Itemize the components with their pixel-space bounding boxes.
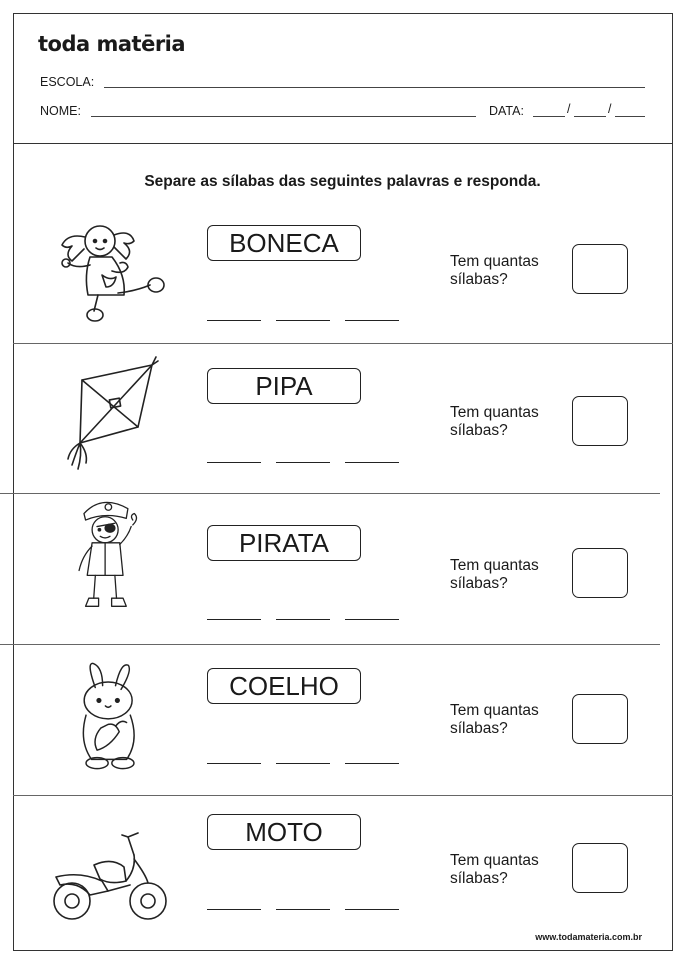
syllable-blank[interactable] bbox=[276, 763, 330, 764]
question-line-2: sílabas? bbox=[450, 422, 508, 439]
question-line-2: sílabas? bbox=[450, 575, 508, 592]
school-label: ESCOLA: bbox=[40, 75, 95, 89]
question-line-1: Tem quantas bbox=[450, 253, 539, 270]
question-line-1: Tem quantas bbox=[450, 702, 539, 719]
syllable-blank[interactable] bbox=[276, 320, 330, 321]
word-card-coelho: COELHO bbox=[207, 668, 361, 704]
syllable-blank[interactable] bbox=[345, 462, 399, 463]
rabbit-icon bbox=[50, 658, 170, 776]
answer-box-boneca[interactable] bbox=[572, 244, 628, 294]
syllable-blank[interactable] bbox=[207, 909, 261, 910]
answer-box-pipa[interactable] bbox=[572, 396, 628, 446]
row-divider bbox=[13, 795, 673, 796]
pirate-icon bbox=[50, 494, 170, 612]
kite-icon bbox=[50, 355, 170, 473]
question-text bbox=[450, 404, 539, 440]
header-divider bbox=[13, 143, 673, 144]
brand-logo: toda matēria bbox=[38, 32, 186, 56]
worksheet-frame bbox=[13, 13, 673, 951]
syllable-blank[interactable] bbox=[207, 763, 261, 764]
syllable-blank[interactable] bbox=[276, 462, 330, 463]
question-line-1: Tem quantas bbox=[450, 404, 539, 421]
date-label: DATA: bbox=[489, 104, 524, 118]
doll-icon bbox=[50, 215, 170, 333]
school-field[interactable] bbox=[104, 87, 645, 88]
motorcycle-icon bbox=[50, 815, 170, 933]
word-card-boneca: BONECA bbox=[207, 225, 361, 261]
syllable-blank[interactable] bbox=[276, 619, 330, 620]
instruction-text: Separe as sílabas das seguintes palavras e responda. bbox=[144, 173, 541, 190]
footer-url: www.todamateria.com.br bbox=[535, 932, 642, 942]
answer-box-moto[interactable] bbox=[572, 843, 628, 893]
name-field[interactable] bbox=[91, 116, 476, 117]
syllable-blank[interactable] bbox=[345, 909, 399, 910]
name-label: NOME: bbox=[40, 104, 81, 118]
syllable-blank[interactable] bbox=[345, 619, 399, 620]
date-separator: / bbox=[608, 102, 612, 116]
word-card-pipa: PIPA bbox=[207, 368, 361, 404]
date-year-field[interactable] bbox=[615, 116, 645, 117]
question-line-2: sílabas? bbox=[450, 271, 508, 288]
question-text bbox=[450, 702, 539, 738]
word-card-pirata: PIRATA bbox=[207, 525, 361, 561]
question-line-1: Tem quantas bbox=[450, 557, 539, 574]
question-line-2: sílabas? bbox=[450, 720, 508, 737]
answer-box-coelho[interactable] bbox=[572, 694, 628, 744]
syllable-blank[interactable] bbox=[207, 619, 261, 620]
syllable-blank[interactable] bbox=[345, 763, 399, 764]
question-text bbox=[450, 852, 539, 888]
date-day-field[interactable] bbox=[533, 116, 565, 117]
date-month-field[interactable] bbox=[574, 116, 606, 117]
syllable-blank[interactable] bbox=[207, 320, 261, 321]
row-divider bbox=[0, 644, 660, 645]
syllable-blank[interactable] bbox=[207, 462, 261, 463]
syllable-blank[interactable] bbox=[276, 909, 330, 910]
answer-box-pirata[interactable] bbox=[572, 548, 628, 598]
question-line-1: Tem quantas bbox=[450, 852, 539, 869]
syllable-blank[interactable] bbox=[345, 320, 399, 321]
word-card-moto: MOTO bbox=[207, 814, 361, 850]
question-text bbox=[450, 253, 539, 289]
date-separator: / bbox=[567, 102, 571, 116]
row-divider bbox=[13, 343, 673, 344]
question-line-2: sílabas? bbox=[450, 870, 508, 887]
question-text bbox=[450, 557, 539, 593]
